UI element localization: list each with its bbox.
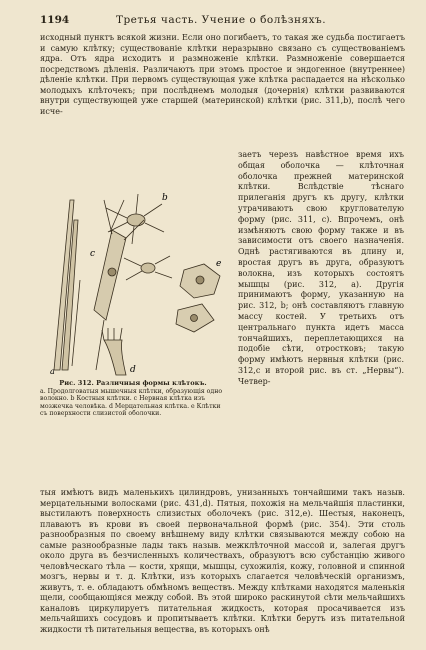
paragraph-right-column: заетъ черезъ навѣстное время ихъ общая оболочка — клѣточная оболочка прежней материнской клѣтки. Вслѣдствіе тѣснаго прилеганія другъ къ другу, клѣтки утрачиваютъ свою круглователую форму (рис. 311, c). Впрочемъ, онѣ измѣняютъ свою форму также и въ зависимости отъ своего назначенія. Однѣ растягиваются въ длину и, вростая другъ въ друга, образуютъ волокна, изъ которыхъ состоятъ мышцы (рис. 312, a). Другія принимаютъ форму, указанную на рис. 312, b; онѣ составляютъ главную массу костей. У третьихъ отъ центральнаго пункта идетъ масса тончайшихъ, переплетающихся на подобіе сѣти, отростковъ; такую форму имѣютъ нервныя клѣтки (рис. 312,c и второй рис. въ ст. „Нервы“). Четвер- [238, 150, 404, 386]
figure-label-e: e [216, 259, 222, 269]
figure-caption-text: a. Продолговатыя мышечныя клѣтки, образующія одно волокно. b Костныя клѣтки. c Нервная клѣтка изъ мозжечка человѣка. d Мерцательная клѣтка. e Клѣтки съ поверхности слизистой оболочки. [40, 387, 223, 418]
paragraph-bottom: тыя имѣютъ видъ маленькихъ цилиндровъ, унизанныхъ тончайшими такъ назыв. мерцательными волосками (рис. 431,d). Пятыя, похожія на мельчайшія пластинки, выстилаютъ поверхность слизистых оболочекъ (рис. 312,e). Шестыя, наконецъ, плаваютъ въ крови въ своей первоначальной формѣ (рис. 354). Эти столь разнообразныя по своему внѣшнему виду клѣтки связываются между собою на самые разнообразные лады такъ назыв. межклѣточной массой и, залегая другъ около друга въ безчисленныхъ количествахъ, образуютъ всю субстанцію живого человѣческаго тѣла — кости, хрящи, мышцы, сухожилія, кожу, головной и спинной мозгъ, нервы и т. д. Клѣтки, изъ которыхъ слагается человѣческій организмъ, живутъ, т. е. обладаютъ обмѣномъ веществъ. Между клѣтками находятся маленькія щели, сообщающіяся между собой. Въ этой широко раскинутой сѣти мельчайшихъ каналовъ циркулируетъ питательная жидкость, которая просачивается изъ мельчайшихъ сосудовъ и пропитываетъ клѣтки. Клѣтки берутъ изъ питательной жидкости тѣ питательныя вещества, въ которыхъ онѣ [40, 488, 405, 634]
figure-label-a: a [50, 367, 55, 376]
figure-label-b: b [162, 193, 168, 203]
running-title: Третья часть. Учение о болѣзняхъ. [115, 14, 327, 26]
page-header [40, 14, 402, 28]
paragraph-top: исходный пунктъ всякой жизни. Если оно погибаетъ, то такая же судьба постигаетъ и самую клѣтку; существованіе клѣтки неразрывно связано съ существованіемъ ядра. Отъ ядра исходитъ и размноженіе клѣтки. Размноженіе совершается посредствомъ дѣленія. Различаютъ при этомъ простое и эндогенное (внутреннее) дѣленіе клѣтки. При первомъ существующая уже клѣтка распадается на нѣсколько молодыхъ клѣточекъ; при послѣднемъ молодыя (дочернія) клѣтки развиваются внутри существующей уже старшей (материнской) клѣтки (рис. 311,b), послѣ чего исче- [40, 33, 405, 116]
page-number: 1194 [40, 14, 70, 26]
cell-forms-illustration [44, 160, 230, 380]
figure-caption-title: Рис. 312. Различныя формы клѣтокъ. [59, 379, 207, 387]
figure-label-c: c [90, 249, 96, 259]
ciliated-cell-shape [102, 328, 126, 375]
figure-cell-forms [44, 160, 230, 380]
bone-cell-shape [124, 256, 172, 280]
figure-caption [40, 380, 226, 418]
epithelial-cell-shape [176, 264, 220, 332]
figure-label-d: d [130, 365, 136, 375]
